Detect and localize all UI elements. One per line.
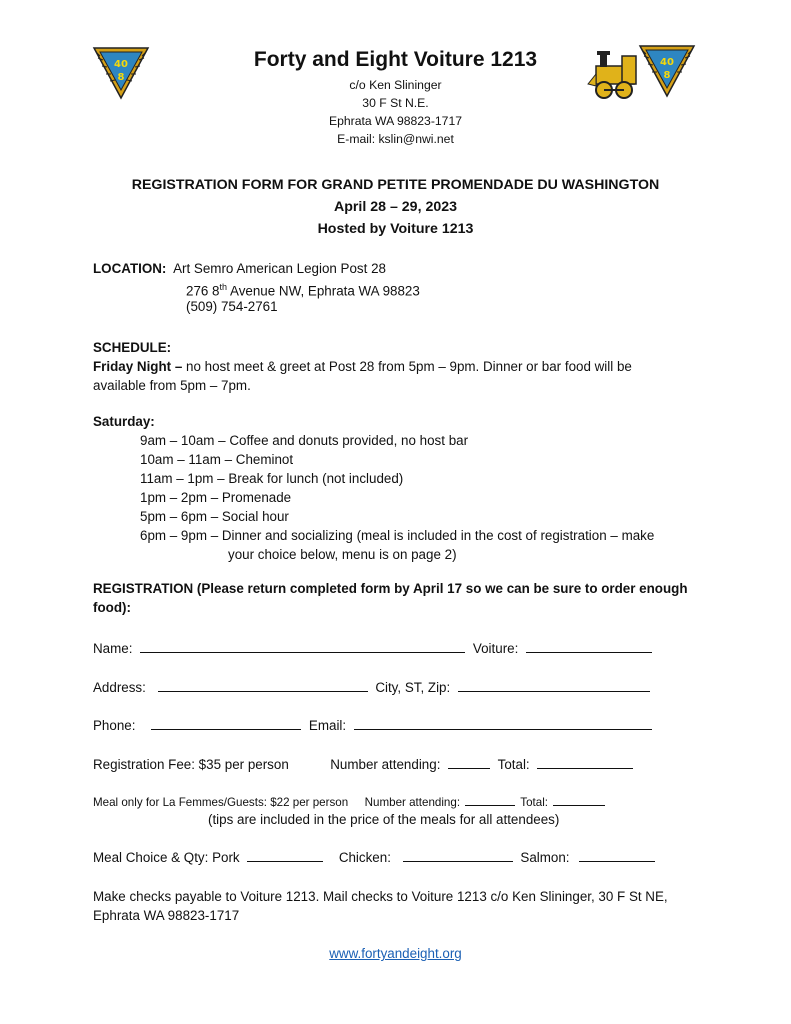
meal-total-field[interactable] [553,795,605,806]
name-field[interactable] [140,640,465,653]
emblem-top-number: 40 [660,57,674,68]
emblem-bottom-number: 8 [663,70,671,81]
meal-only-label: Meal only for La Femmes/Guests: $22 per person [93,796,349,809]
email-field[interactable] [354,717,652,730]
location-section [93,259,386,278]
registration-heading-1: REGISTRATION (Please return completed form by April 17 so we can be sure to order enough [93,581,688,596]
chicken-label: Chicken: [338,850,391,865]
number-attending-field[interactable] [448,756,490,769]
emblem-bottom-number: 8 [117,72,125,83]
saturday-item: 10am – 11am – Cheminot [140,452,294,467]
address-block [0,76,791,148]
location-name: Art Semro American Legion Post 28 [173,261,386,276]
phone-label: Phone: [93,718,136,733]
form-title-dates: April 28 – 29, 2023 [333,199,458,215]
address-line: 30 F St N.E. [362,96,429,110]
email-label: Email: [308,718,347,733]
address-row [93,678,654,697]
website-link[interactable]: www.fortyandeight.org [329,946,462,961]
saturday-item: 11am – 1pm – Break for lunch (not included) [140,471,404,486]
saturday-item: 9am – 10am – Coffee and donuts provided, no host bar [140,433,469,448]
saturday-item: 6pm – 9pm – Dinner and socializing (meal is included in the cost of registration – make [140,528,655,543]
pork-qty-field[interactable] [247,849,323,862]
chicken-qty-field[interactable] [403,849,513,862]
payment-line2: Ephrata WA 98823-1717 [93,908,240,923]
friday-text: no host meet & greet at Post 28 from 5pm – 9pm. Dinner or bar food will be [182,359,632,374]
friday-line1 [93,357,632,376]
email-line: E-mail: kslin@nwi.net [337,132,454,146]
meal-total-label: Total: [520,796,549,809]
location-label: LOCATION: [93,261,167,276]
name-row [93,639,656,658]
tips-note: (tips are included in the price of the meals for all attendees) [208,812,560,827]
payment-line1: Make checks payable to Voiture 1213. Mail checks to Voiture 1213 c/o Ken Slininger, 30 F St NE, [93,889,668,904]
meal-number-label: Number attending: [364,796,461,809]
emblem-top-number: 40 [114,59,128,70]
salmon-qty-field[interactable] [579,849,655,862]
street-suffix: th [219,282,228,292]
form-title [0,174,791,240]
meal-number-field[interactable] [465,795,515,806]
total-label: Total: [497,757,530,772]
number-attending-label: Number attending: [330,757,441,772]
form-title-host: Hosted by Voiture 1213 [317,221,474,237]
name-label: Name: [93,641,133,656]
street-rest: Avenue NW, Ephrata WA 98823 [227,283,420,299]
registration-heading-2: food): [93,600,131,615]
street-number: 276 8 [186,283,220,299]
voiture-label: Voiture: [472,641,519,656]
fee-row [93,755,637,774]
address-field[interactable] [158,679,368,692]
fee-label: Registration Fee: $35 per person [93,757,289,772]
city-st-zip-field[interactable] [458,679,650,692]
address-line: Ephrata WA 98823-1717 [328,114,463,128]
friday-line2: available from 5pm – 7pm. [93,378,251,393]
phone-field[interactable] [151,717,301,730]
location-phone: (509) 754-2761 [186,299,278,314]
total-field[interactable] [537,756,633,769]
organization-title: Forty and Eight Voiture 1213 [253,48,538,71]
footer [0,944,791,963]
form-title-line1: REGISTRATION FORM FOR GRAND PETITE PROMENDADE DU WASHINGTON [131,177,660,193]
meal-choice-label: Meal Choice & Qty: Pork [93,850,240,865]
saturday-item: 1pm – 2pm – Promenade [140,490,292,505]
saturday-item-cont: your choice below, menu is on page 2) [228,547,457,562]
voiture-field[interactable] [526,640,652,653]
salmon-label: Salmon: [520,850,570,865]
address-label: Address: [93,680,146,695]
address-line: c/o Ken Slininger [349,78,442,92]
meal-choice-row [93,848,659,867]
friday-label: Friday Night – [93,359,183,374]
phone-row [93,716,656,735]
saturday-item: 5pm – 6pm – Social hour [140,509,289,524]
saturday-label: Saturday: [93,414,155,429]
city-label: City, ST, Zip: [375,680,451,695]
schedule-label: SCHEDULE: [93,340,172,355]
